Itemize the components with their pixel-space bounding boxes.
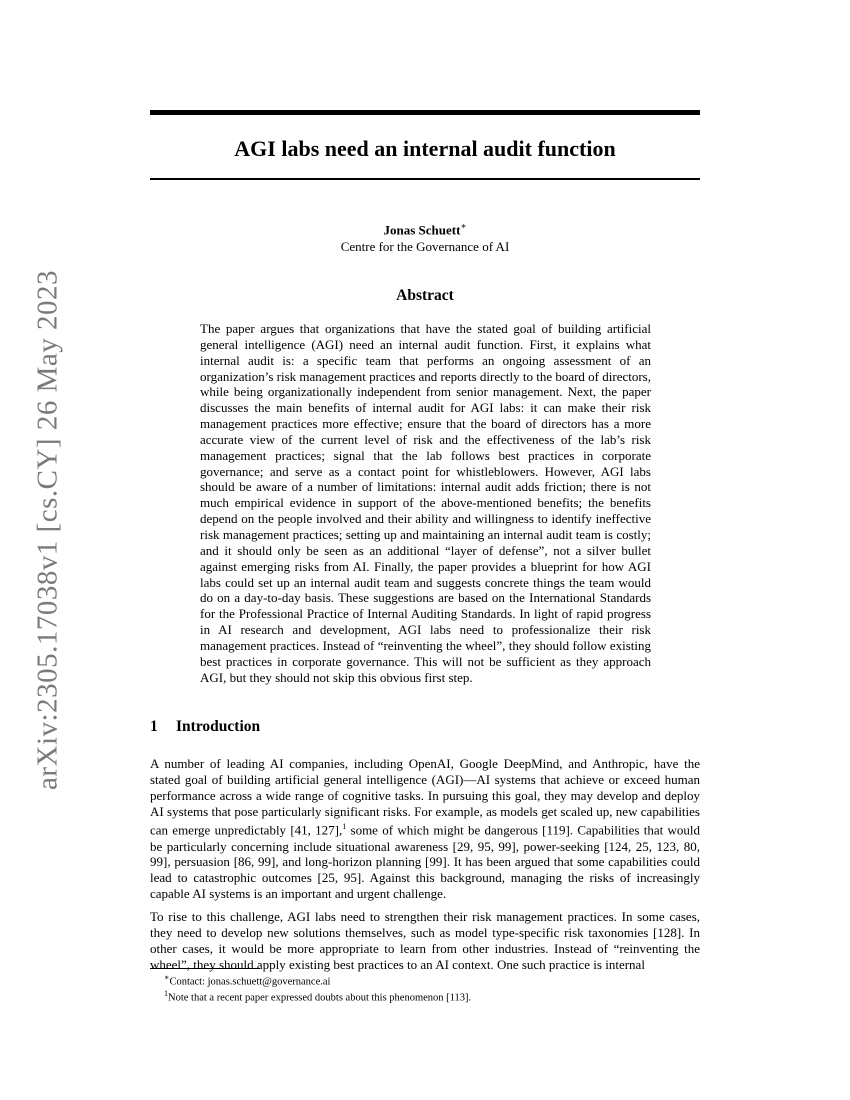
author-affiliation: Centre for the Governance of AI (340, 239, 510, 255)
author-footnote-marker: ∗ (460, 221, 467, 231)
title-rule-top (150, 110, 700, 115)
intro-paragraph-1 (150, 756, 700, 902)
section-title: Introduction (176, 718, 261, 735)
author-name (150, 218, 700, 238)
footnote-contact-marker: ∗ (164, 973, 170, 982)
footnote-1-marker: 1 (164, 989, 168, 998)
section-heading (150, 718, 260, 736)
abstract-text: The paper argues that organizations that have the stated goal of building artificial general intelligence (AGI) need an internal audit function. First, it explains what internal audit is: a specific team that performs an ongoing assessment of an organization’s risk management practices and reports directly to the board of directors, while being organizationally independent from senior management. Next, the paper discusses the main benefits of internal audit for AGI labs: it can make their risk management practices more effective; ensure that the board of directors has a more accurate view of the current level of risk and the effectiveness of the lab’s risk management practices; signal that the lab follows best practices in corporate governance; and serve as a contact point for whistleblowers. However, AGI labs should be aware of a number of limitations: internal audit adds friction; there is not much empirical evidence in support of the above-mentioned benefits; the benefits depend on the people involved and their ability and willingness to identify ineffective risk management practices; setting up and maintaining an internal audit team is costly; and it should only be seen as an additional “layer of defense”, not a silver bullet against emerging risks from AI. Finally, the paper provides a blueprint for how AGI labs could set up an internal audit team and suggests concrete things the team would do on a day-to-day basis. These suggestions are based on the International Standards for the Professional Practice of Internal Auditing Standards. In light of rapid progress in AI research and development, AGI labs need to professionalize their risk management practices. Instead of “reinventing the wheel”, they should follow existing best practices in corporate governance. This will not be sufficient as they approach AGI, but they should not skip this obvious first step. (200, 321, 651, 685)
footnote-1-text: Note that a recent paper expressed doubts about this phenomenon [113]. (168, 992, 472, 1004)
author-name-text: Jonas Schuett (383, 222, 461, 238)
footnote-contact (164, 971, 700, 989)
abstract-heading: Abstract (396, 287, 454, 304)
footnote-rule (150, 968, 260, 969)
section-number: 1 (150, 718, 158, 735)
arxiv-identifier: arXiv:2305.17038v1 [cs.CY] 26 May 2023 (31, 269, 64, 791)
author-block (150, 218, 700, 255)
intro-paragraph-1-part-b: some of which might be dangerous [119]. Capabilities that would be particularly concerning include situational awareness [29, 95, 99], power-seeking [124, 25, 123, 80, 99], persuasion [86, 99], and long-horizon planning [99]. It has been argued that some capabilities could lead to catastrophic outcomes [25, 95]. Against this background, managing the risks of increasingly capable AI systems is an important and urgent challenge. (150, 822, 700, 902)
intro-paragraph-2: To rise to this challenge, AGI labs need to strengthen their risk management practices. In some cases, they need to develop new solutions themselves, such as model type-specific risk taxonomies [128]. In other cases, it would be more appropriate to learn from other industries. Instead of “reinventing the wheel”, they should apply existing best practices to an AI context. One such practice is internal (150, 909, 700, 972)
intro-paragraph-1-part-a: A number of leading AI companies, including OpenAI, Google DeepMind, and Anthropic, have the stated goal of building artificial general intelligence (AGI)—AI systems that achieve or exceed human performance across a wide range of cognitive tasks. In pursuing this goal, they may develop and deploy AI systems that pose particularly significant risks. For example, as models get scaled up, new capabilities can emerge unpredictably [41, 127], (150, 756, 700, 838)
footnote-contact-text: Contact: jonas.schuett@governance.ai (169, 976, 331, 988)
footnote-ref-1: 1 (342, 822, 347, 832)
title-rule-bottom (150, 178, 700, 180)
paper-title: AGI labs need an internal audit function (234, 136, 616, 161)
footnote-1 (164, 987, 700, 1005)
